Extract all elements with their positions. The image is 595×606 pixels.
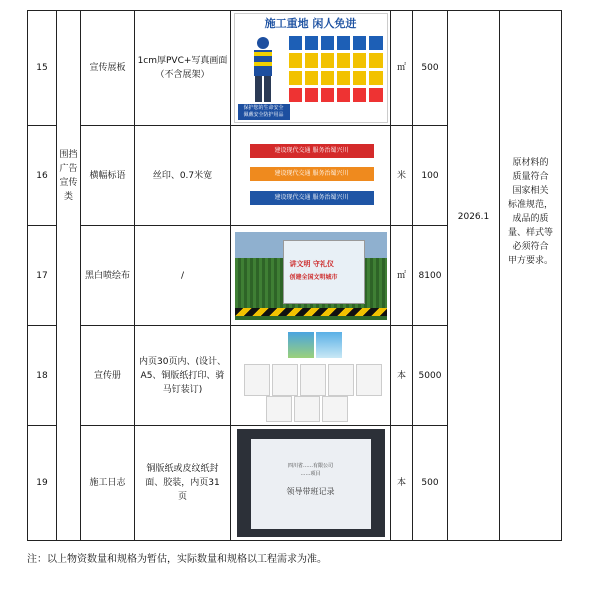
- banner-red: 建设现代交通 服务治蜀兴川: [250, 144, 374, 158]
- qty-cell: 500: [413, 426, 448, 541]
- category-cell: [57, 326, 81, 426]
- brochure-image: [236, 330, 386, 422]
- qty-cell: 100: [413, 126, 448, 226]
- row-number: 18: [28, 326, 57, 426]
- log-cover-photo: [237, 429, 385, 537]
- banner-blue: 建设现代交通 服务治蜀兴川: [250, 191, 374, 205]
- table-row: [28, 426, 562, 541]
- image-cell: [231, 226, 391, 326]
- spec-cell: 丝印、0.7米宽: [135, 126, 231, 226]
- log-cover-sheet: 四川省……有限公司 ……项目 领导带班记录: [251, 439, 371, 529]
- board-slogan: 保护您的生命安全 佩戴安全防护用品: [238, 104, 290, 120]
- table-row: [28, 326, 562, 426]
- item-name: 黑白喷绘布: [81, 226, 135, 326]
- spec-cell: /: [135, 226, 231, 326]
- date-cell: [448, 11, 500, 126]
- unit-cell: 本: [391, 326, 413, 426]
- category-cell: [57, 11, 81, 126]
- requirement-cell: 原材料的 质量符合 国家相关 标准规范， 成品的质: [500, 126, 562, 226]
- image-cell: [231, 126, 391, 226]
- unit-cell: ㎡: [391, 11, 413, 126]
- hoarding-panel: 讲文明 守礼仪 创建全国文明城市: [283, 240, 365, 304]
- unit-cell: ㎡: [391, 226, 413, 326]
- item-name: 宣传展板: [81, 11, 135, 126]
- hoarding-photo: [235, 232, 387, 320]
- safety-board-image: [234, 13, 388, 123]
- spec-cell: 内页30页内、(设计、 A5、铜版纸打印、骑 马钉装订): [135, 326, 231, 426]
- row-number: 15: [28, 11, 57, 126]
- category-cell: [57, 426, 81, 541]
- footnote: 注：以上物资数量和规格为暂估，实际数量和规格以工程需求为准。: [27, 554, 327, 565]
- materials-table: [27, 10, 562, 541]
- banner-image: [236, 136, 386, 216]
- category-cell: [57, 226, 81, 326]
- spec-cell: 铜版纸或皮纹纸封 面、胶装，内页31 页: [135, 426, 231, 541]
- requirement-cell: [500, 11, 562, 126]
- row-number: 19: [28, 426, 57, 541]
- category-cell: 围挡 广告 宣传 类: [57, 126, 81, 226]
- date-cell: [448, 226, 500, 326]
- banner-orange: 建设现代交通 服务治蜀兴川: [250, 167, 374, 181]
- worker-figure: [243, 34, 283, 106]
- row-number: 17: [28, 226, 57, 326]
- row-number: 16: [28, 126, 57, 226]
- table-row: [28, 11, 562, 126]
- board-title: 施工重地 闲人免进: [264, 17, 357, 30]
- date-cell: 2026.1: [448, 126, 500, 226]
- sign-grid: [289, 36, 383, 102]
- unit-cell: 米: [391, 126, 413, 226]
- qty-cell: 5000: [413, 326, 448, 426]
- item-name: 施工日志: [81, 426, 135, 541]
- item-name: 横幅标语: [81, 126, 135, 226]
- qty-cell: 8100: [413, 226, 448, 326]
- spec-cell: 1cm厚PVC+写真画面 （不含展架）: [135, 11, 231, 126]
- date-cell: [448, 426, 500, 541]
- table-row: [28, 226, 562, 326]
- image-cell: [231, 326, 391, 426]
- item-name: 宣传册: [81, 326, 135, 426]
- date-cell: [448, 326, 500, 426]
- requirement-cell: [500, 426, 562, 541]
- requirement-cell: [500, 326, 562, 426]
- table-row: [28, 126, 562, 226]
- requirement-cell: 量、样式等 必须符合 甲方要求。: [500, 226, 562, 326]
- qty-cell: 500: [413, 11, 448, 126]
- image-cell: [231, 11, 391, 126]
- image-cell: [231, 426, 391, 541]
- unit-cell: 本: [391, 426, 413, 541]
